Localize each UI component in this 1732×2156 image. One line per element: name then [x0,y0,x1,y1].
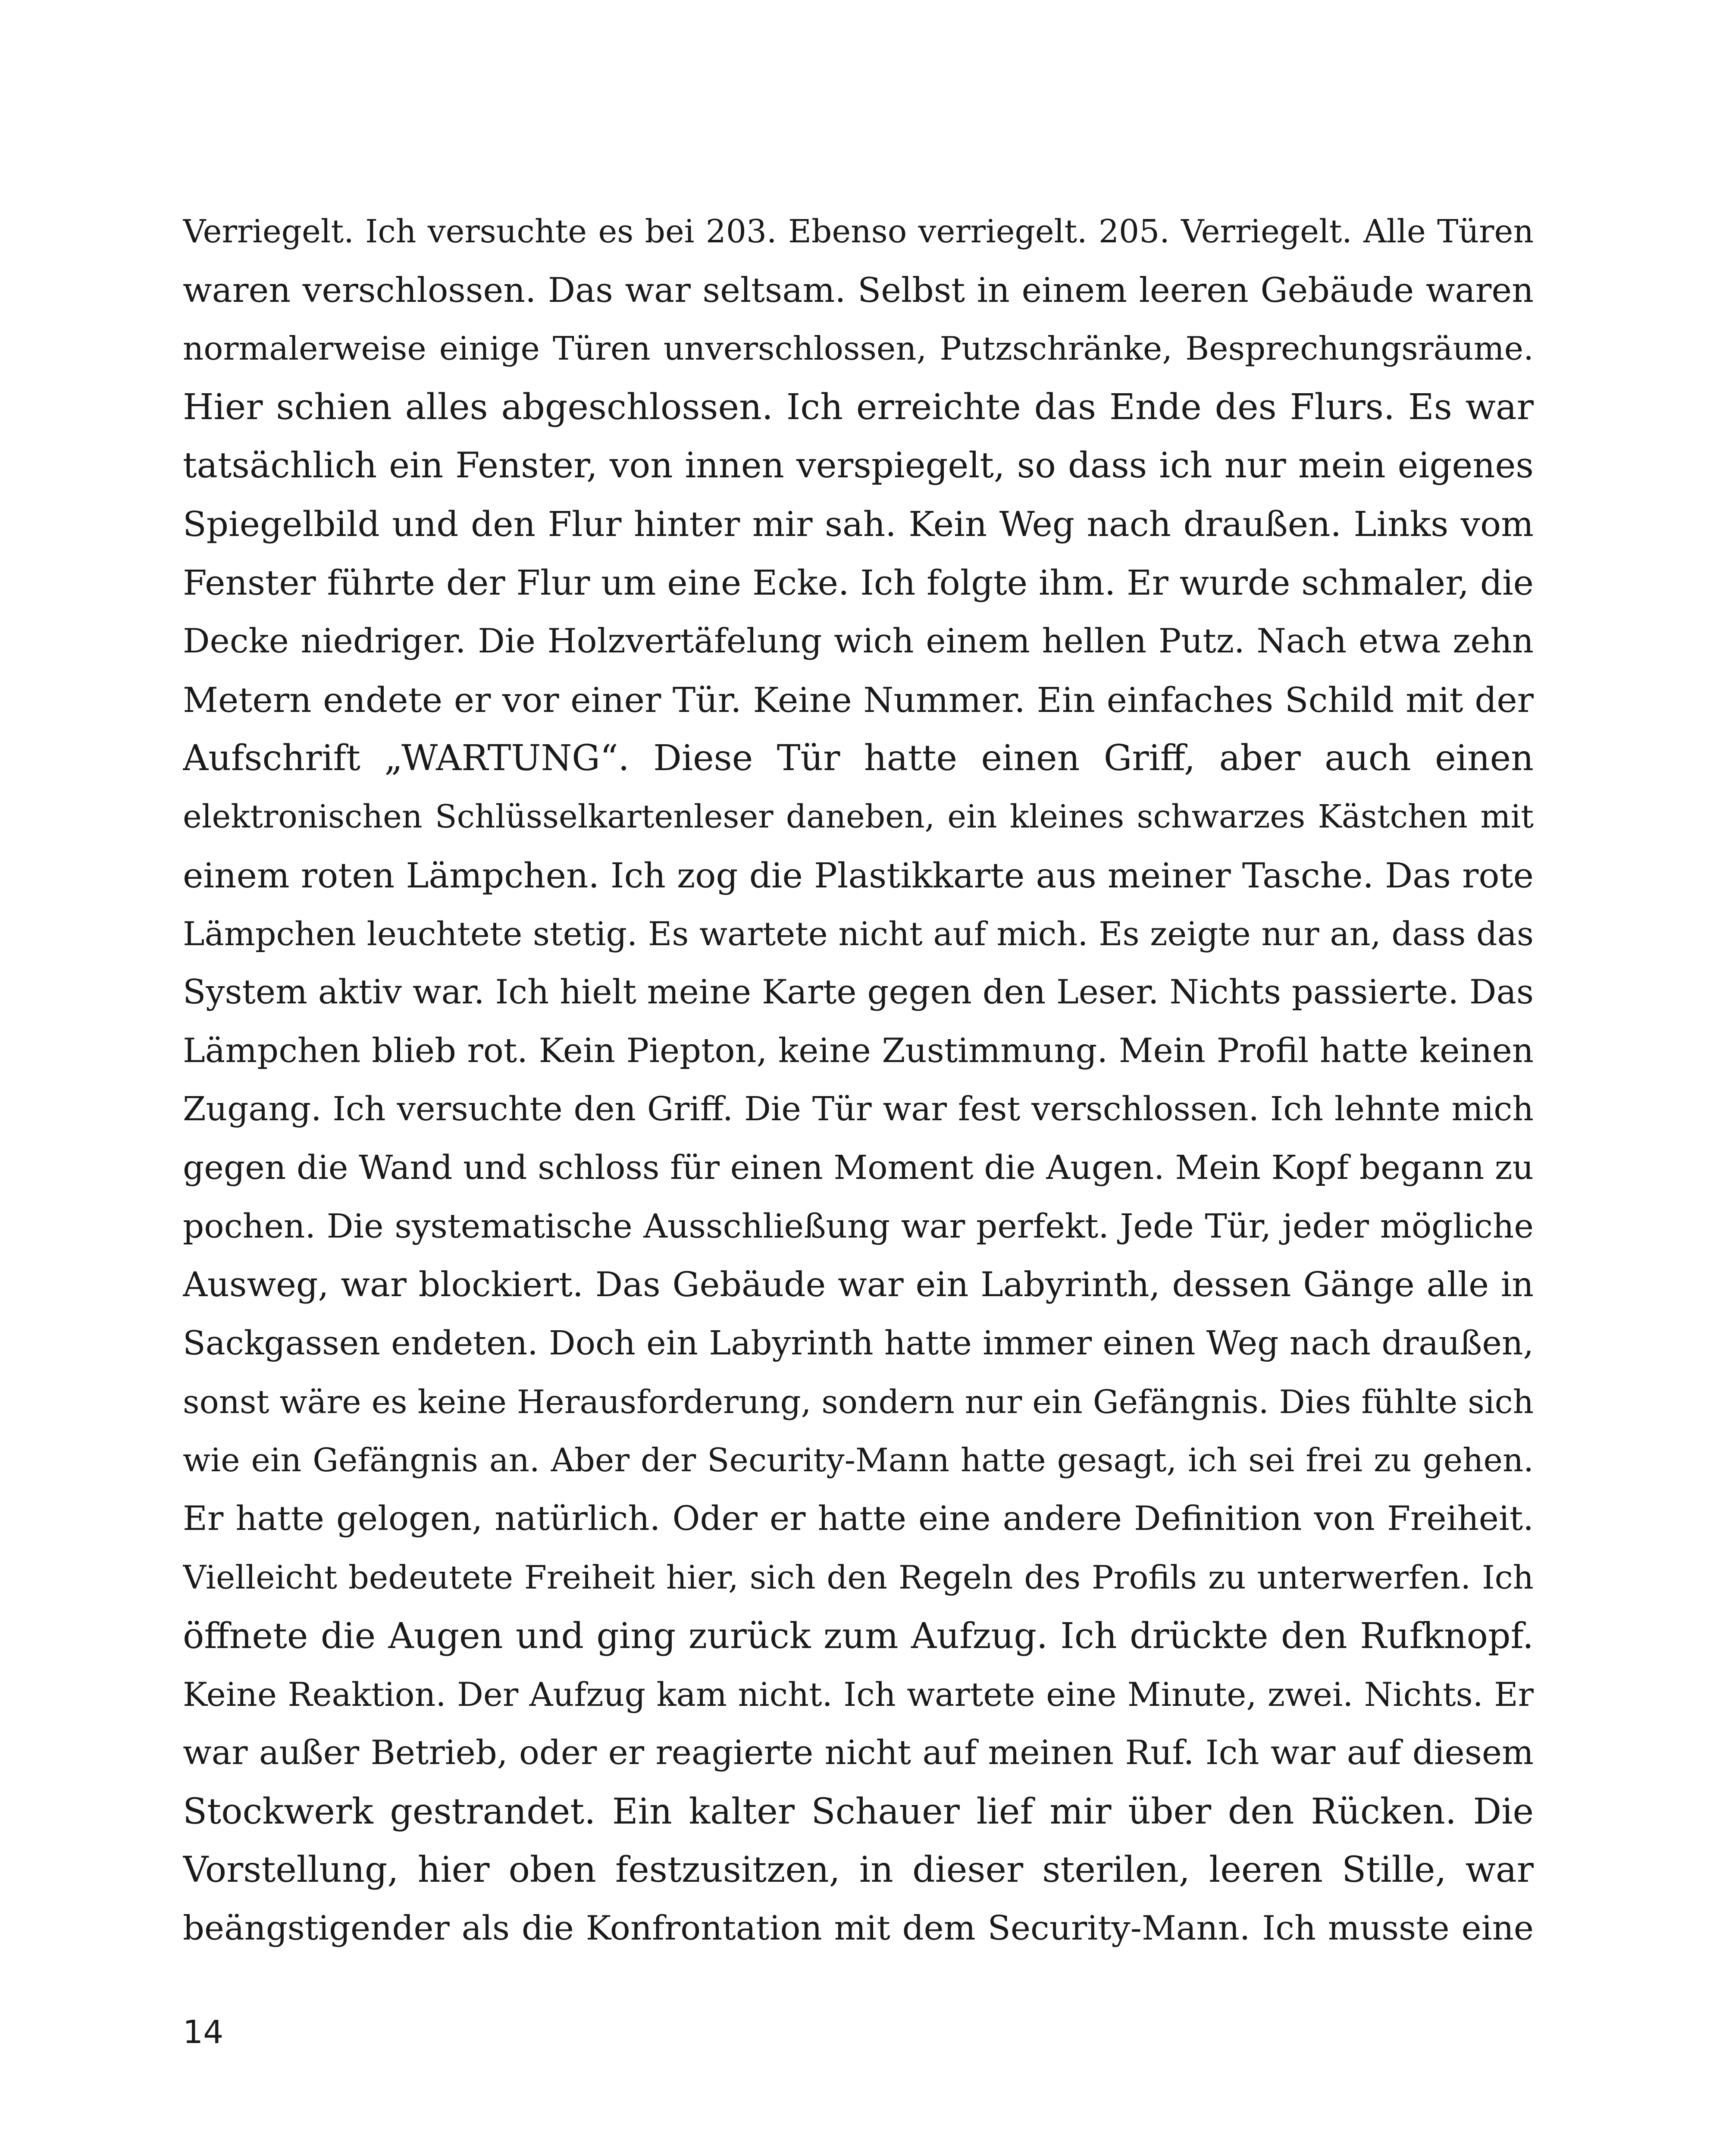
text-line: Vielleicht bedeutete Freiheit hier, sich den Regeln des Profils zu unterwerfen. Ich [183,1558,1534,1596]
text-line: Ausweg, war blockiert. Das Gebäude war ein Labyrinth, dessen Gänge alle in [183,1265,1534,1305]
text-line: Keine Reaktion. Der Aufzug kam nicht. Ich wartete eine Minute, zwei. Nichts. Er [183,1675,1534,1714]
text-line: Fenster führte der Flur um eine Ecke. Ich folgte ihm. Er wurde schmaler, die [183,563,1534,603]
text-line: war außer Betrieb, oder er reagierte nicht auf meinen Ruf. Ich war auf diesem [183,1733,1534,1772]
body-text [183,203,1534,1958]
text-line: Lämpchen blieb rot. Kein Piepton, keine Zustimmung. Mein Profil hatte keinen [183,1031,1534,1070]
text-line: Hier schien alles abgeschlossen. Ich erreichte das Ende des Flurs. Es war [183,387,1534,428]
text-line: gegen die Wand und schloss für einen Moment die Augen. Mein Kopf begann zu [183,1149,1534,1187]
text-line: System aktiv war. Ich hielt meine Karte gegen den Leser. Nichts passierte. Das [183,972,1534,1012]
text-line: Aufschrift „WARTUNG“. Diese Tür hatte einen Griff, aber auch einen [183,738,1534,779]
text-line: waren verschlossen. Das war seltsam. Selbst in einem leeren Gebäude waren [183,270,1534,310]
text-line: sonst wäre es keine Herausforderung, sondern nur ein Gefängnis. Dies fühlte sich [183,1382,1534,1421]
text-line: Vorstellung, hier oben festzusitzen, in dieser sterilen, leeren Stille, war [183,1849,1534,1891]
text-line: tatsächlich ein Fenster, von innen verspiegelt, so dass ich nur mein eigenes [183,445,1534,486]
text-line: elektronischen Schlüsselkartenleser daneben, ein kleines schwarzes Kästchen mit [183,798,1534,835]
text-line: pochen. Die systematische Ausschließung war perfekt. Jede Tür, jeder mögliche [183,1207,1534,1246]
text-line: Lämpchen leuchtete stetig. Es wartete nicht auf mich. Es zeigte nur an, dass das [183,915,1534,953]
text-line: Sackgassen endeten. Doch ein Labyrinth hatte immer einen Weg nach draußen, [183,1324,1534,1363]
text-line: Metern endete er vor einer Tür. Keine Nummer. Ein einfaches Schild mit der [183,680,1534,720]
text-line: einem roten Lämpchen. Ich zog die Plastikkarte aus meiner Tasche. Das rote [183,855,1534,896]
text-line: öffnete die Augen und ging zurück zum Aufzug. Ich drückte den Rufknopf. [183,1615,1534,1657]
text-line: normalerweise einige Türen unverschlossen, Putzschränke, Besprechungsräume. [183,329,1534,368]
text-line: Zugang. Ich versuchte den Griff. Die Tür war fest verschlossen. Ich lehnte mich [183,1090,1534,1129]
text-line: Verriegelt. Ich versuchte es bei 203. Ebenso verriegelt. 205. Verriegelt. Alle Türen [183,213,1534,250]
page-number: 14 [183,2014,224,2051]
text-line: wie ein Gefängnis an. Aber der Security-Mann hatte gesagt, ich sei frei zu gehen. [183,1441,1534,1479]
text-line: Decke niedriger. Die Holzvertäfelung wich einem hellen Putz. Nach etwa zehn [183,621,1534,661]
text-line: Er hatte gelogen, natürlich. Oder er hatte eine andere Definition von Freiheit. [183,1499,1534,1539]
text-line: beängstigender als die Konfrontation mit dem Security-Mann. Ich musste eine [183,1908,1534,1948]
text-line: Spiegelbild und den Flur hinter mir sah. Kein Weg nach draußen. Links vom [183,504,1534,545]
text-line: Stockwerk gestrandet. Ein kalter Schauer lief mir über den Rücken. Die [183,1791,1534,1832]
